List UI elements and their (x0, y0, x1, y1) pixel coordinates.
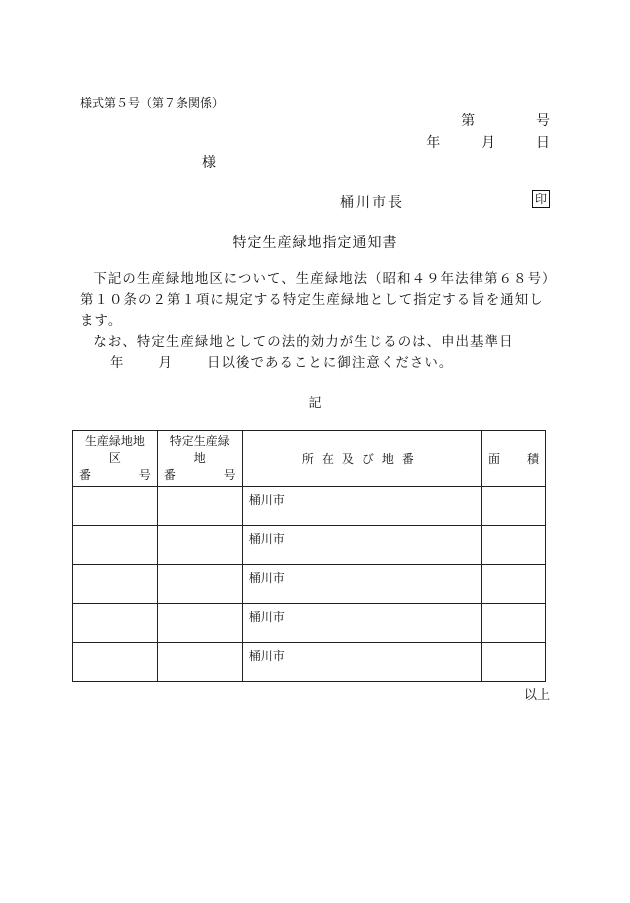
table-row (73, 526, 546, 565)
document-number-prefix: 第 (461, 113, 476, 129)
header-area-men: 面 (488, 452, 501, 466)
table-row (73, 487, 546, 526)
notice-paragraph-1: 下記の生産緑地地区について、生産緑地法（昭和４９年法律第６８号）第１０条の２第１項に規定する特定生産緑地として指定する旨を通知します。 (80, 272, 550, 329)
cell-district-number (73, 526, 158, 565)
cell-specific-number (157, 565, 242, 604)
cell-district-number (73, 487, 158, 526)
cell-area (482, 604, 546, 643)
base-date-month-label: 月 (158, 356, 173, 371)
cell-location: 桶川市 (242, 604, 481, 643)
ki-heading: 記 (308, 396, 322, 411)
notice-paragraph-2-line-2 (80, 353, 550, 374)
issue-date (426, 132, 550, 152)
cell-area (482, 526, 546, 565)
closing-remark: 以上 (523, 688, 550, 703)
date-year-label: 年 (426, 135, 441, 151)
cell-location: 桶川市 (242, 526, 481, 565)
header-specific-number-top: 特定生産緑地 (169, 434, 230, 465)
cell-specific-number (157, 487, 242, 526)
cell-location: 桶川市 (242, 643, 481, 682)
header-district-number (73, 431, 158, 487)
base-date-year-label: 年 (110, 356, 125, 371)
table-header-row (73, 431, 546, 487)
header-area-seki: 積 (526, 452, 539, 466)
table-row (73, 604, 546, 643)
cell-specific-number (157, 526, 242, 565)
cell-district-number (73, 565, 158, 604)
cell-specific-number (157, 643, 242, 682)
header-specific-number (157, 431, 242, 487)
cell-district-number (73, 604, 158, 643)
document-title: 特定生産緑地指定通知書 (232, 235, 398, 251)
header-specific-number-ban: 番 (163, 468, 176, 482)
document-number-suffix: 号 (536, 113, 550, 129)
green-area-table (72, 430, 546, 682)
table-row (73, 643, 546, 682)
form-number: 様式第５号（第７条関係） (80, 96, 225, 110)
date-day-label: 日 (536, 135, 550, 151)
table-row (73, 565, 546, 604)
header-district-number-go: 号 (138, 468, 151, 482)
notice-paragraph-2-line-1: なお、特定生産緑地としての法的効力が生じるのは、申出基準日 (93, 335, 514, 350)
cell-specific-number (157, 604, 242, 643)
cell-district-number (73, 643, 158, 682)
cell-area (482, 643, 546, 682)
header-area (482, 431, 546, 487)
seal-mark: 印 (532, 190, 550, 208)
header-district-number-top: 生産緑地地区 (84, 434, 145, 465)
header-specific-number-go: 号 (223, 468, 236, 482)
document-number (461, 110, 550, 130)
header-location: 所在及び地番 (242, 431, 481, 487)
notice-body (80, 269, 550, 374)
date-month-label: 月 (481, 135, 496, 151)
base-date-rest: 日以後であることに御注意ください。 (207, 356, 454, 371)
issuer-mayor: 桶川市長 (340, 195, 404, 211)
cell-location: 桶川市 (242, 487, 481, 526)
cell-location: 桶川市 (242, 565, 481, 604)
header-district-number-ban: 番 (79, 468, 92, 482)
cell-area (482, 487, 546, 526)
addressee: 様 (202, 155, 216, 171)
notice-paragraph-2 (80, 332, 550, 353)
cell-area (482, 565, 546, 604)
